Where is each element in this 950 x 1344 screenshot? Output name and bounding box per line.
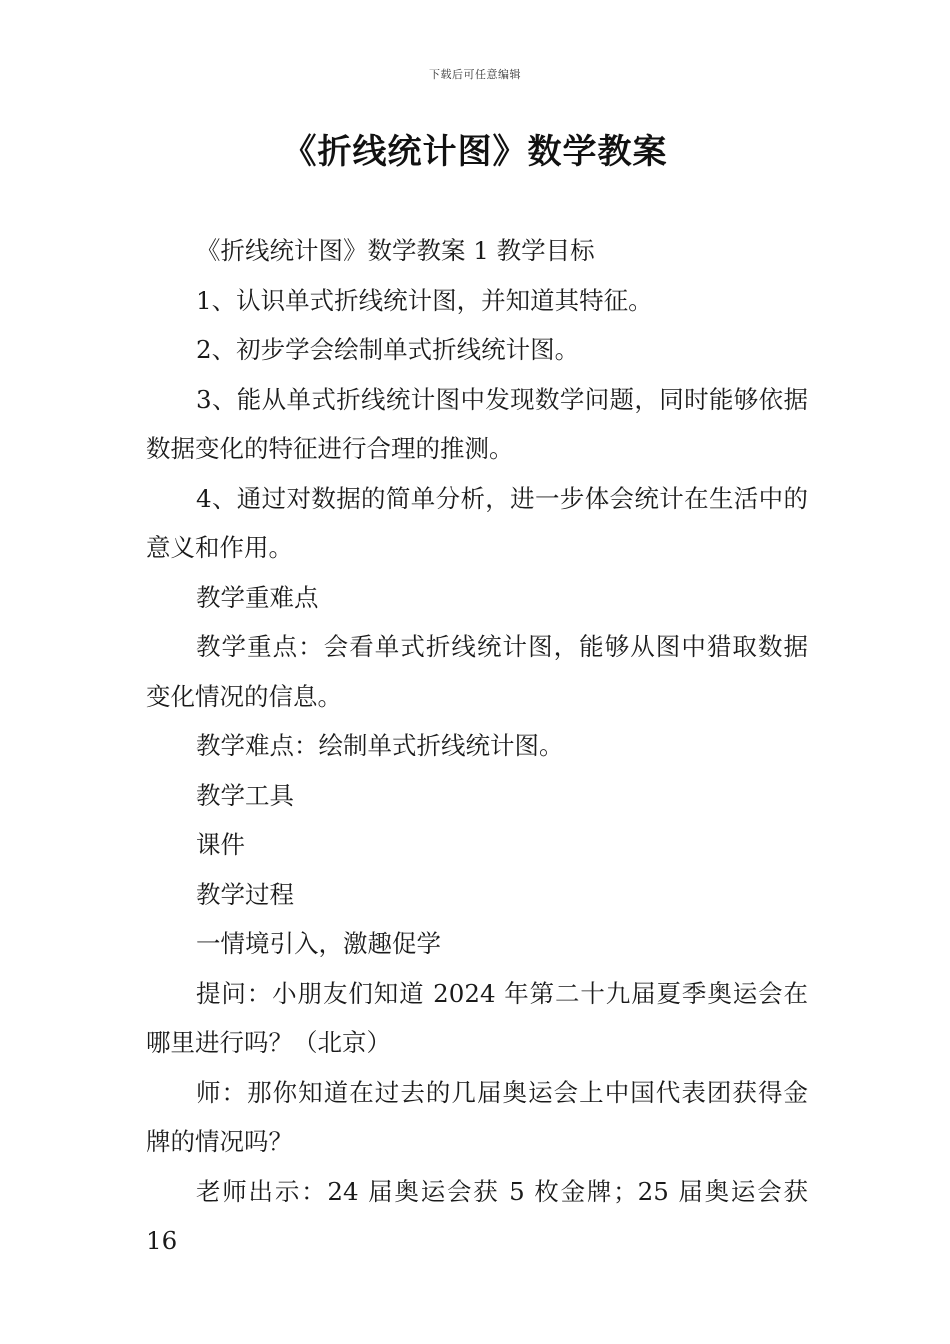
document-title: 《折线统计图》数学教案	[282, 132, 668, 172]
paragraph-objective-3: 3、能从单式折线统计图中发现数学问题，同时能够依据数据变化的特征进行合理的推测。	[146, 384, 808, 463]
paragraph-key-points-heading: 教学重难点	[196, 582, 319, 612]
paragraph-process-heading: 教学过程	[196, 879, 294, 909]
header-note: 下载后可任意编辑	[429, 68, 521, 81]
paragraph-teacher-shows: 老师出示：24 届奥运会获 5 枚金牌；25 届奥运会获 16	[146, 1176, 808, 1255]
paragraph-objective-2: 2、初步学会绘制单式折线统计图。	[196, 335, 580, 364]
paragraph-objective-4: 4、通过对数据的简单分析，进一步体会统计在生活中的意义和作用。	[146, 483, 808, 562]
document-body	[146, 226, 808, 1266]
paragraph-difficult-point: 教学难点：绘制单式折线统计图。	[196, 731, 564, 760]
paragraph-teacher-question: 师：那你知道在过去的几届奥运会上中国代表团获得金牌的情况吗？	[146, 1077, 808, 1156]
paragraph-key-point: 教学重点：会看单式折线统计图，能够从图中猎取数据变化情况的信息。	[146, 632, 808, 711]
paragraph-question: 提问：小朋友们知道 2024 年第二十九届夏季奥运会在哪里进行吗？（北京）	[146, 978, 808, 1057]
paragraph-step-1: 一情境引入，激趣促学	[196, 929, 441, 958]
paragraph-tools: 课件	[196, 830, 245, 859]
paragraph-objective-1: 1、认识单式折线统计图，并知道其特征。	[196, 285, 653, 315]
paragraph-objectives-heading: 《折线统计图》数学教案 1 教学目标	[196, 236, 595, 265]
paragraph-tools-heading: 教学工具	[196, 780, 294, 810]
